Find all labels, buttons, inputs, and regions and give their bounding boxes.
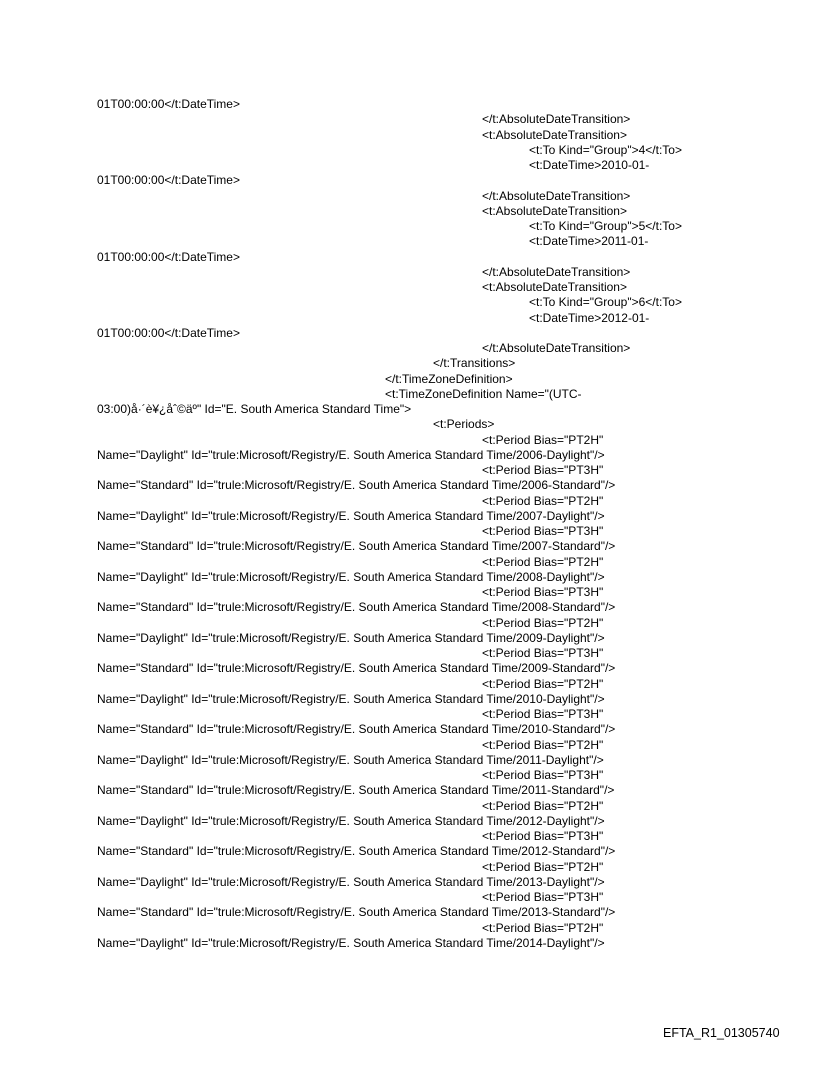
line-text: <t:AbsoluteDateTransition> — [482, 280, 627, 294]
line-text: <t:Periods> — [433, 417, 495, 432]
text-line — [0, 799, 816, 814]
text-line — [0, 341, 816, 356]
text-line — [0, 372, 816, 387]
document-id-footer: EFTA_R1_01305740 — [663, 1026, 780, 1040]
line-text: Name="Daylight" Id="trule:Microsoft/Registry/E. South America Standard Time/2014-Daylight"/> — [97, 935, 605, 950]
text-line — [0, 753, 816, 768]
line-text: Name="Standard" Id="trule:Microsoft/Registry/E. South America Standard Time/2011-Standard"/> — [97, 783, 615, 798]
line-text: Name="Daylight" Id="trule:Microsoft/Registry/E. South America Standard Time/2010-Daylight"/> — [97, 691, 605, 706]
text-line — [0, 890, 816, 905]
line-text: <t:Period Bias="PT2H" — [482, 798, 604, 813]
text-line — [0, 356, 816, 371]
text-line — [0, 722, 816, 737]
line-text: <t:Period Bias="PT3H" — [482, 890, 604, 904]
line-text: Name="Standard" Id="trule:Microsoft/Registry/E. South America Standard Time/2013-Standard"/> — [97, 905, 616, 920]
text-line — [0, 646, 816, 661]
text-line — [0, 844, 816, 859]
text-line — [0, 234, 816, 249]
text-line — [0, 768, 816, 783]
line-text: <t:AbsoluteDateTransition> — [482, 203, 627, 218]
text-line — [0, 250, 816, 265]
document-body — [0, 97, 816, 951]
text-line — [0, 631, 816, 646]
line-text: </t:TimeZoneDefinition> — [385, 371, 513, 386]
line-text: Name="Daylight" Id="trule:Microsoft/Registry/E. South America Standard Time/2009-Daylight"/> — [97, 630, 605, 645]
line-text: <t:Period Bias="PT2H" — [482, 737, 604, 752]
text-line — [0, 677, 816, 692]
text-line — [0, 158, 816, 173]
text-line — [0, 112, 816, 127]
text-line — [0, 600, 816, 615]
line-text: <t:Period Bias="PT2H" — [482, 920, 604, 935]
line-text: <t:To Kind="Group">4</t:To> — [529, 142, 682, 157]
line-text: <t:Period Bias="PT2H" — [482, 554, 604, 569]
line-text: <t:DateTime>2010-01- — [529, 158, 650, 172]
line-text: <t:Period Bias="PT3H" — [482, 524, 604, 538]
text-line — [0, 402, 816, 417]
line-text: </t:AbsoluteDateTransition> — [482, 264, 631, 279]
text-line — [0, 860, 816, 875]
line-text: <t:To Kind="Group">6</t:To> — [529, 295, 682, 310]
text-line — [0, 661, 816, 676]
text-line — [0, 280, 816, 295]
line-text: <t:Period Bias="PT2H" — [482, 493, 604, 508]
text-line — [0, 173, 816, 188]
text-line — [0, 585, 816, 600]
text-line — [0, 905, 816, 920]
text-line — [0, 494, 816, 509]
text-line — [0, 189, 816, 204]
text-line — [0, 921, 816, 936]
line-text: <t:Period Bias="PT2H" — [482, 859, 604, 874]
line-text: </t:AbsoluteDateTransition> — [482, 112, 631, 127]
text-line — [0, 463, 816, 478]
line-text: 01T00:00:00</t:DateTime> — [97, 97, 240, 111]
line-text: Name="Standard" Id="trule:Microsoft/Registry/E. South America Standard Time/2007-Standard"/> — [97, 539, 616, 554]
line-text: Name="Standard" Id="trule:Microsoft/Registry/E. South America Standard Time/2006-Standard"/> — [97, 478, 616, 493]
text-line — [0, 311, 816, 326]
text-line — [0, 783, 816, 798]
line-text: </t:AbsoluteDateTransition> — [482, 341, 631, 355]
text-line — [0, 448, 816, 463]
line-text: <t:Period Bias="PT3H" — [482, 585, 604, 599]
text-line — [0, 433, 816, 448]
line-text: 01T00:00:00</t:DateTime> — [97, 325, 240, 340]
line-text: <t:DateTime>2012-01- — [529, 310, 650, 325]
line-text: Name="Daylight" Id="trule:Microsoft/Registry/E. South America Standard Time/2013-Daylight"/> — [97, 874, 605, 889]
line-text: <t:AbsoluteDateTransition> — [482, 127, 627, 142]
text-line — [0, 204, 816, 219]
line-text: </t:Transitions> — [433, 356, 516, 371]
line-text: <t:Period Bias="PT2H" — [482, 676, 604, 691]
text-line — [0, 814, 816, 829]
text-line — [0, 128, 816, 143]
text-line — [0, 555, 816, 570]
text-line — [0, 524, 816, 539]
line-text: <t:To Kind="Group">5</t:To> — [529, 219, 682, 233]
text-line — [0, 387, 816, 402]
line-text: 01T00:00:00</t:DateTime> — [97, 173, 240, 188]
text-line — [0, 478, 816, 493]
line-text: Name="Daylight" Id="trule:Microsoft/Registry/E. South America Standard Time/2012-Daylight"/> — [97, 813, 605, 828]
line-text: <t:Period Bias="PT3H" — [482, 707, 604, 721]
line-text: Name="Standard" Id="trule:Microsoft/Registry/E. South America Standard Time/2012-Standard"/> — [97, 844, 616, 859]
text-line — [0, 295, 816, 310]
text-line — [0, 539, 816, 554]
text-line — [0, 570, 816, 585]
line-text: <t:Period Bias="PT3H" — [482, 829, 604, 843]
text-line — [0, 265, 816, 280]
text-line — [0, 692, 816, 707]
line-text: <t:TimeZoneDefinition Name="(UTC- — [385, 386, 582, 401]
line-text: Name="Daylight" Id="trule:Microsoft/Registry/E. South America Standard Time/2011-Daylight"/> — [97, 752, 604, 767]
line-text: <t:Period Bias="PT3H" — [482, 463, 604, 477]
text-line — [0, 707, 816, 722]
line-text: <t:Period Bias="PT3H" — [482, 646, 604, 660]
text-line — [0, 616, 816, 631]
text-line — [0, 326, 816, 341]
text-line — [0, 829, 816, 844]
line-text: 01T00:00:00</t:DateTime> — [97, 249, 240, 264]
line-text: Name="Daylight" Id="trule:Microsoft/Registry/E. South America Standard Time/2008-Daylight"/> — [97, 569, 605, 584]
line-text: Name="Standard" Id="trule:Microsoft/Registry/E. South America Standard Time/2008-Standard"/> — [97, 600, 616, 615]
text-line — [0, 875, 816, 890]
line-text: Name="Standard" Id="trule:Microsoft/Registry/E. South America Standard Time/2010-Standard"/> — [97, 722, 616, 737]
text-line — [0, 97, 816, 112]
text-line — [0, 509, 816, 524]
text-line — [0, 143, 816, 158]
line-text: <t:Period Bias="PT2H" — [482, 615, 604, 630]
line-text: Name="Standard" Id="trule:Microsoft/Registry/E. South America Standard Time/2009-Standard"/> — [97, 661, 616, 676]
text-line — [0, 417, 816, 432]
text-line — [0, 936, 816, 951]
line-text: </t:AbsoluteDateTransition> — [482, 188, 631, 203]
line-text: Name="Daylight" Id="trule:Microsoft/Registry/E. South America Standard Time/2006-Daylight"/> — [97, 447, 605, 462]
line-text: <t:DateTime>2011-01- — [529, 234, 649, 249]
line-text: 03:00)å·´è¥¿åˆ©äº" Id="E. South America Standard Time"> — [97, 402, 412, 416]
text-line — [0, 219, 816, 234]
line-text: <t:Period Bias="PT3H" — [482, 768, 604, 782]
line-text: <t:Period Bias="PT2H" — [482, 432, 604, 447]
line-text: Name="Daylight" Id="trule:Microsoft/Registry/E. South America Standard Time/2007-Daylight"/> — [97, 508, 605, 523]
text-line — [0, 738, 816, 753]
